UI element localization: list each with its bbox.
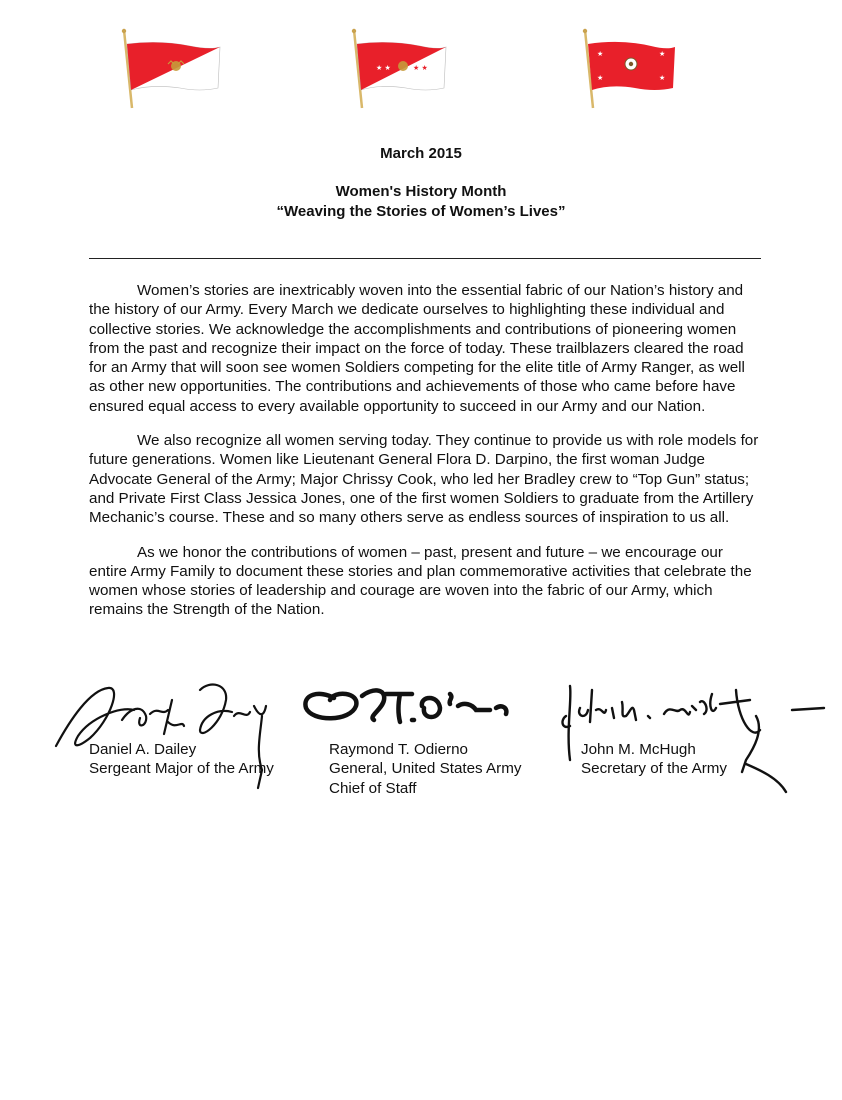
signature-block-mchugh — [540, 660, 840, 800]
paragraph-1: Women’s stories are inextricably woven into the essential fabric of our Nation’s history and the history of our Army. Every March we dedicate ourselves to highlighting these individual and collective stories. We acknowledge the accomplishments and contributions of pioneering women from the past and recognize their impact on the force of today. These trailblazers cleared the road for an Army that will soon see women Soldiers competing for the elite title of Army Ranger, as well as other new opportunities. The contributions and achievements of those who came before have ensured equal access to every available opportunity to succeed in our Army and our Nation. — [89, 282, 745, 415]
chief-of-staff-flag-icon — [346, 28, 450, 112]
svg-text:★: ★ — [659, 50, 666, 58]
signatory-name: Raymond T. Odierno — [329, 741, 469, 758]
letter-subtitle: “Weaving the Stories of Women’s Lives” — [276, 203, 566, 220]
title-divider — [89, 258, 761, 259]
signatory-title-2: Chief of Staff — [329, 779, 417, 797]
letter-body — [89, 281, 764, 635]
svg-text:★: ★ — [597, 74, 604, 82]
letter-title-block — [0, 182, 842, 222]
sergeant-major-flag-icon — [120, 28, 224, 112]
svg-text:★ ★: ★ ★ — [376, 64, 391, 72]
signature-block-dailey — [50, 660, 300, 800]
signatory-lines-dailey — [89, 740, 274, 779]
signatory-title: Secretary of the Army — [581, 760, 728, 778]
paragraph-2: We also recognize all women serving today. They continue to provide us with role models for future generations. Women like Lieutenant General Flora D. Darpino, the first woman Judge Advocate General of the Army; Major Chrissy Cook, who led her Bradley crew to “Top Gun” status; and Private First Class Jessica Jones, one of the first women Soldiers to graduate from the Artillery Mechanic’s course. These and so many others serve as endless sources of inspiration to us all. — [89, 432, 759, 527]
signatory-title: Sergeant Major of the Army — [89, 760, 274, 778]
letter-date: March 2015 — [380, 145, 462, 162]
svg-text:★: ★ — [597, 50, 604, 58]
handwritten-signature-mchugh — [540, 660, 840, 800]
svg-text:★ ★: ★ ★ — [413, 64, 428, 72]
secretary-of-army-flag-icon — [575, 28, 679, 112]
signatory-name: John M. McHugh — [581, 741, 696, 758]
signatory-lines-mchugh — [581, 740, 727, 779]
signature-block-odierno — [290, 660, 550, 800]
signatory-lines-odierno — [329, 740, 521, 798]
signatory-title: General, United States Army — [329, 760, 522, 778]
signatory-name: Daniel A. Dailey — [89, 741, 197, 758]
handwritten-signature-odierno — [290, 660, 550, 740]
paragraph-3: As we honor the contributions of women – past, present and future – we encourage our entire Army Family to document these stories and plan commemorative activities that celebrate the women whose stories of leadership and courage are woven into the fabric of our Army, which remains the Strength of the Nation. — [89, 543, 752, 619]
svg-text:★: ★ — [659, 74, 666, 82]
letter-title: Women's History Month — [335, 183, 507, 200]
